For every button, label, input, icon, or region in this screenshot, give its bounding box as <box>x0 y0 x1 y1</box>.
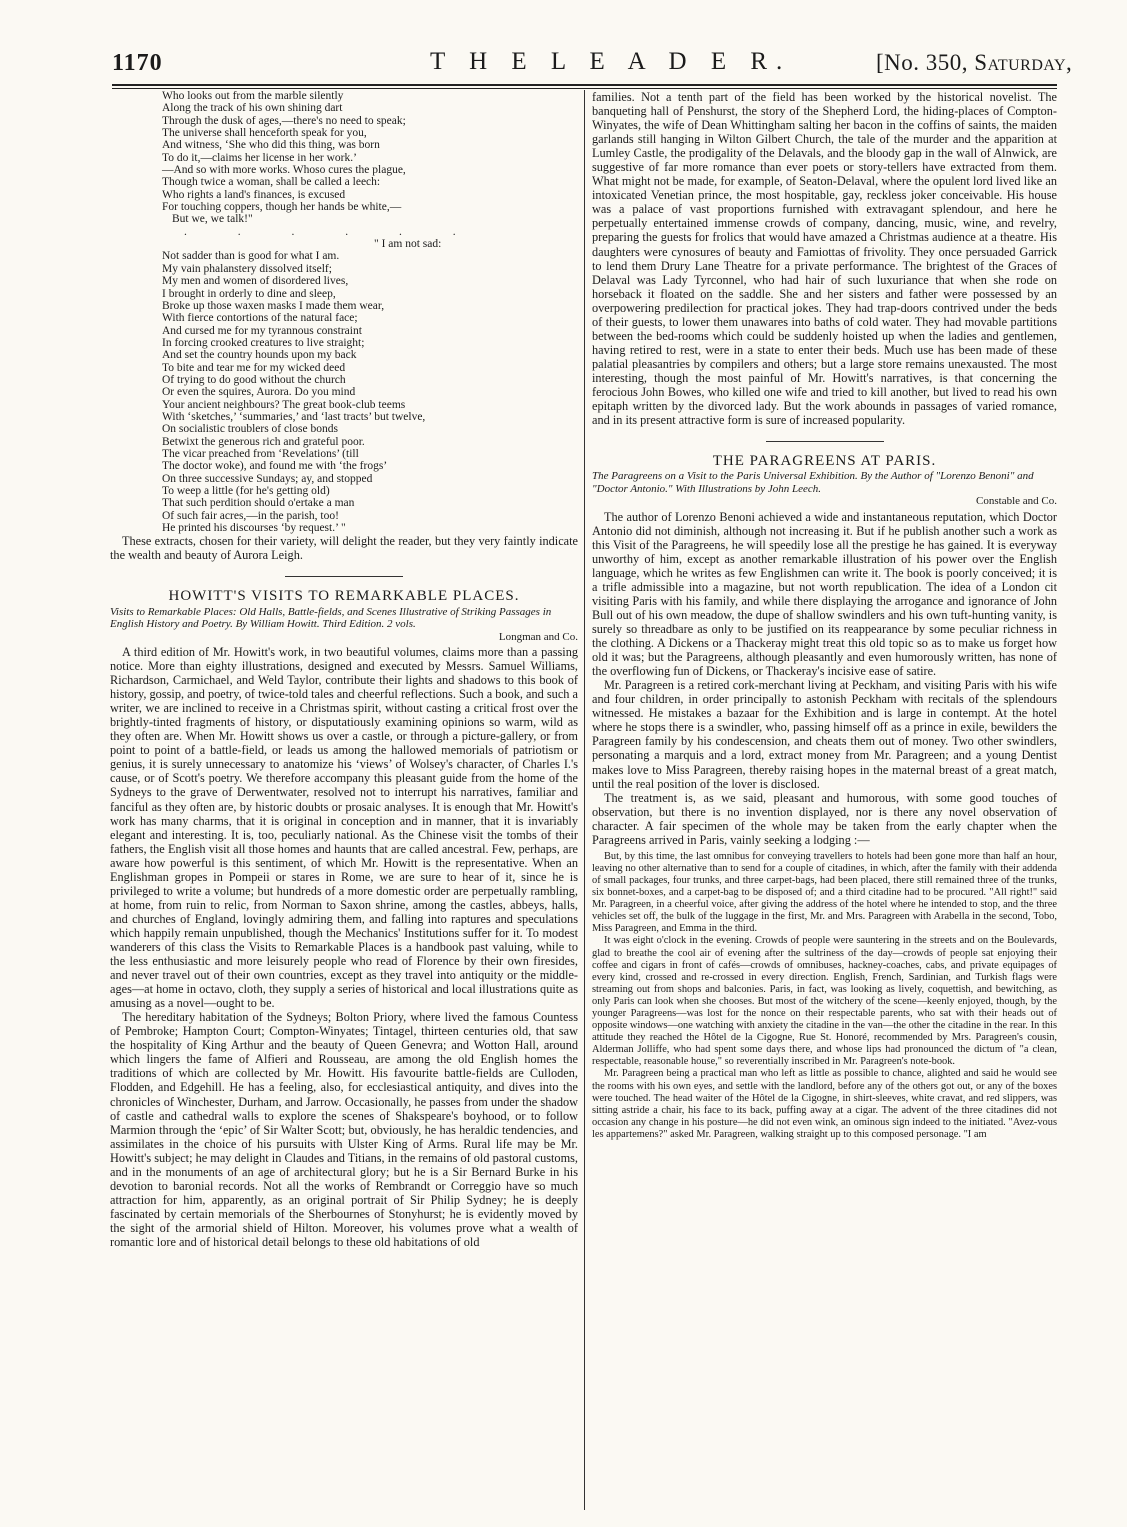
poem-line: To bite and tear me for my wicked deed <box>162 361 346 374</box>
quote-paragraph: But, by this time, the last omnibus for conveying travellers to hotels had been gone more than half an hour, leaving no other alternative than to send for a couple of citadines, in which, after the family with their addenda of small packages, four trunks, and three carpet-bags, had been placed, there still remained three of the trunks, six bonnet-boxes, and a carpet-bag to be disposed of; and a third citadine had to be procured. "All right!" said Mr. Paragreen, in a cheerful voice, after giving the address of the hotel where he intended to stop, and the three vehicles set off, the bulk of the luggage in the first, Mr. and Mrs. Paragreen with Arabella in the second, Tobo, Miss Paragreen, and Emma in the third. <box>592 850 1057 935</box>
poem-line: To do it,—claims her license in her work.’ <box>162 151 357 164</box>
poem-excerpt <box>110 90 578 534</box>
poem-line: Broke up those waxen masks I made them wear, <box>162 299 385 312</box>
book-citation: Visits to Remarkable Places: Old Halls, Battle-fields, and Scenes Illustrative of Striking Passages in English History and Poetry. By William Howitt. Third Edition. 2 vols. <box>110 605 552 631</box>
poem-line: Along the track of his own shining dart <box>162 102 343 115</box>
quoted-extract <box>592 851 1057 1141</box>
poem-line: Who looks out from the marble silently <box>162 90 344 102</box>
article-paragraph: families. Not a tenth part of the field has been worked by the historical novelist. The banqueting hall of Penshurst, the story of the Shepherd Lord, the hiding-places of Compton-Winyates, the wife of Dean Whittingham salting her bacon in the coffins of saints, the maiden garlands still hanging in Wilton Gilbert Church, the tale of the murder and the apparition at Lumley Castle, the prodigality of the Delavals, and the bloody gap in the wall of Alnwick, are suggestive of far more romance than ever poets or story-tellers have extracted from them. What might not be made, for example, of Seaton-Delaval, where the opulent lord lived like an intoxicated Venetian prince, the most hospitable, gay, reckless joker conceivable. His house was a palace of vast proportions furnished with extravagant splendour, and here he perpetually entertained immense crowds of company, dancing, music, wine, and revelry, preparing the guests for frolics that would have amazed a Christmas audience at a theatre. His daughters were cynosures of beauty and Famiottas of frivolity. They once persuaded Garrick to lend them Drury Lane Theatre for a private performance. The brightest of the Graces of Delaval was Lady Tyrconnel, who had hair of such luxuriance that when she rode on horseback it floated on the saddle. She and her sisters and father were possessed by an overpowering predilection for practical jokes. They had trap-doors contrived under the beds of their guests, to lower them unawares into baths of cold water. They had movable partitions between the bed-rooms which could be suddenly hoisted up when the ladies and gentlemen, having retired to rest, were in a state to enter their beds. Much use has been made of these palatial pleasantries by compilers and others; but a large store remains unexausted. The most interesting, though the most painful of Mr. Howitt's narratives, is that concerning the ferocious John Bowes, who killed one wife and tried to kill another, but lived to read his own epitaph written by the divorced lady. But the work abounds in passages of varied romance, and in its present attractive form is sure of increased popularity. <box>592 90 1057 428</box>
section-rule <box>285 576 403 577</box>
poem-line: Of trying to do good without the church <box>162 373 346 386</box>
publisher: Longman and Co. <box>498 630 578 643</box>
article-paragraph: A third edition of Mr. Howitt's work, in two beautiful volumes, claims more than a passing notice. More than eighty illustrations, designed and executed by Messrs. Samuel Williams, Richardson, Carmichael, and Weld Taylor, contribute their lights and shadows to this book of history, gossip, and poetry, of twice-told tales and cheerful reflections. Such a book, and such a writer, we are inclined to receive in a Christmas spirit, without casting a critical frost over the brightly-tinted fragments of history, or disputatiously examining opinions so warm, wild as they often are. When Mr. Howitt shows us over a castle, or through a picture-gallery, or from point to point of a battle-field, or leads us among the hallowed memorials of patriotism or genius, it is surely unnecessary to anatomize his ‘views’ of Wolsey's character, of Charles I.'s cause, or of Scott's poetry. We therefore accompany this pleasant guide from the home of the Sydneys to the grave of Derwentwater, resolved not to interrupt his narratives, familiar and fanciful as they often are, by historic doubts or prosaic analyses. It is enough that Mr. Howitt's work has many charms, that it is original in conception and in manner, that it is invariably elegant and interesting. It is, too, peculiarly national. As the Chinese visit the tombs of their fathers, the English visit all those homes and haunts that are called ancestral. Few, perhaps, are aware how powerful is this sentiment, of which Mr. Howitt is the representative. When an Englishman gropes in Pompeii or stares in Rome, we are sure to hear of it, since he is privileged to write a volume; but hundreds of a more domestic order are perpetually rambling, at home, from ruin to relic, from Norman to Saxon shrine, among the castles, abbeys, halls, and churches of England, lovingly admiring them, and falling into raptures and speculations which happily remain unpublished, though the Mechanics' Institutions suffer for it. To modest wanderers of this class the Visits to Remarkable Places is a handbook past valuing, while to the less enthusiastic and more leisurely people who read of Florence by their own firesides, and never travel out of their own countries, except as they travel into antiquity or the middle-ages—at home in octavo, cloth, they supply a series of historical and local illustrations quite as amusing as a novel—ought to be. <box>110 645 578 1011</box>
poem-ellipsis: . . . . . . <box>184 225 480 238</box>
masthead: T H E L E A D E R. <box>430 48 792 75</box>
poem-line: The vicar preached from ‘Revelations’ (till <box>162 447 359 460</box>
poem-line: And set the country hounds upon my back <box>162 349 357 362</box>
poem-line: On three successive Sundays; ay, and stopped <box>162 472 373 485</box>
page-header <box>0 0 1127 92</box>
poem-line: Through the dusk of ages,—there's no need to speak; <box>162 114 406 127</box>
issue-number: [No. 350, <box>876 50 969 75</box>
poem-line: And witness, ‘She who did this thing, was born <box>162 139 380 152</box>
poem-line: He printed his discourses ‘by request.’ " <box>162 522 346 535</box>
header-rule-thin <box>112 88 1057 89</box>
column-divider <box>584 90 585 1510</box>
header-rule <box>112 84 1057 86</box>
quote-paragraph: It was eight o'clock in the evening. Crowds of people were sauntering in the streets and on the Boulevards, glad to breathe the cool air of evening after the sultriness of the day—crowds of people sat enjoying their coffee and cigars in front of cafés—crowds of omnibuses, hackney-coaches, cabs, and private equipages of every kind, crossed and re-crossed in every direction. English, French, Sardinian, and Turkish flags were streaming out from shops and balconies. Paris, in fact, was looking as lively, coquettish, and bewitching, as only Paris can look when she chooses. But most of the witchery of the scene—keenly enjoyed, though, by the younger Paragreens—was lost for the nonce on their respectable parents, who sat with their heads out of opposite windows—one watching with anxiety the citadine in the van—the other the citadine in the rear. In this attitude they reached the Hôtel de la Cigogne, Rue St. Honoré, recommended by Mrs. Paragreen's cousin, Alderman Jolliffe, who had spent some days there, and whose lips had pronounced the dictum of "a clean, respectable, reasonable house," so reverentially inscribed in Mr. Paragreen's note-book. <box>592 935 1057 1068</box>
poem-line: Your ancient neighbours? The great book-club teems <box>162 398 406 411</box>
poem-line: " I am not sad: <box>374 238 442 251</box>
poem-line: With ‘sketches,’ ‘summaries,’ and ‘last tracts’ but twelve, <box>162 410 426 423</box>
poem-line: But we, we talk!" <box>172 213 253 226</box>
poem-line: I brought in orderly to dine and sleep, <box>162 287 336 300</box>
poem-line: My vain phalanstery dissolved itself; <box>162 262 332 275</box>
publisher: Constable and Co. <box>976 495 1057 508</box>
book-citation: The Paragreens on a Visit to the Paris Universal Exhibition. By the Author of "Lorenzo Benoni" and "Doctor Antonio." With Illustrations by John Leech. <box>592 470 1034 495</box>
article-subhead <box>110 606 578 644</box>
right-column <box>592 90 1057 1520</box>
article-title: HOWITT'S VISITS TO REMARKABLE PLACES. <box>168 588 520 605</box>
poem-line: That such perdition should o'ertake a man <box>162 497 355 510</box>
poem-line: My men and women of disordered lives, <box>162 275 349 288</box>
left-column <box>110 90 578 1520</box>
poem-line: On socialistic troublers of close bonds <box>162 423 338 436</box>
poem-line: In forcing crooked creatures to live straight; <box>162 336 365 349</box>
quote-paragraph: Mr. Paragreen being a practical man who left as little as possible to chance, alighted and said he would see the rooms with his own eyes, and settle with the landlord, before any of the others got out, or any of the boxes were touched. The head waiter of the Hôtel de la Cigogne, in shirt-sleeves, white cravat, and red slippers, was sitting astride a chair, his face to its back, puffing away at a cigar. The advent of the three citadines did not occasion any change in his posture—he did not even wink, an ominous sign indeed to the initiated. "Avez-vous les appartemens?" asked Mr. Paragreen, walking straight up to this composed personage. "I am <box>592 1068 1057 1140</box>
article-paragraph: The hereditary habitation of the Sydneys; Bolton Priory, where lived the famous Countess of Pembroke; Hampton Court; Compton-Winyates; Tintagel, thirteen centuries old, that saw the hospitality of King Arthur and the beauty of Queen Genevra; and Wotton Hall, around which lingers the fame of Alfieri and Rousseau, are among the old English homes the traditions of which are collected by Mr. Howitt. His favourite battle-fields are Culloden, Flodden, and Edgehill. He has a feeling, also, for ecclesiastical antiquity, and dives into the chronicles of Winchester, Durham, and Jarrow. Occasionally, he passes from under the shadow of castle and cathedral walls to explore the scenes of Shakspeare's boyhood, or to follow Marmion through the ‘epic’ of Sir Walter Scott; but, obviously, he has heraldic tendencies, and assimilates in the choice of his pursuits with Ulster King of Arms. Rural life may be Mr. Howitt's subject; he may delight in Claudes and Titians, in the remains of old pastoral customs, and in the monuments of an age of architectural glory; but he is a Sir Bernard Burke in his devotion to baronial records. Not all the works of Rembrandt or Correggio have so much attraction for him, apparently, as an original portrait of Sir Philip Sydney; he is deeply fascinated by certain memorials of the Sherbournes of Stonyhurst; he is evidently moved by the sight of the armorial shield of Hilton. Moreover, his volumes prove what a wealth of romantic lore and of historical detail belongs to these old habitations of old <box>110 1010 578 1249</box>
poem-line: Not sadder than is good for what I am. <box>162 250 340 263</box>
page-number: 1170 <box>112 50 163 76</box>
issue-day: Saturday, <box>974 50 1073 75</box>
poem-line: And cursed me for my tyrannous constraint <box>162 324 362 337</box>
poem-line: Who rights a land's finances, is excused <box>162 188 346 201</box>
article-paragraph: The treatment is, as we said, pleasant and humorous, with some good touches of observation, but there is no invention displayed, nor is there any novel observation of character. A fair specimen of the whole may be taken from the early chapter when the Paragreens arrived in Paris, vainly seeking a lodging :— <box>592 790 1057 847</box>
poem-line: Betwixt the generous rich and grateful poor. <box>162 435 365 448</box>
article-subhead <box>592 470 1057 508</box>
poem-line: The doctor woke), and found me with ‘the frogs’ <box>162 460 388 473</box>
poem-line: Or even the squires, Aurora. Do you mind <box>162 386 356 399</box>
issue-info <box>876 50 1072 76</box>
article-paragraph: Mr. Paragreen is a retired cork-merchant living at Peckham, and visiting Paris with his wife and four children, in order principally to astonish Peckham with recitals of the splendours witnessed. He mistakes a bazaar for the Exhibition and is large in contempt. At the hotel where he stops there is a swindler, who, passing himself off as a prince in exile, bewilders the Paragreen family by his condescension, and cheats them out of money. Two other swindlers, personating a marquis and a lord, extract money from Mr. Paragreen; and a young Dentist makes love to Miss Paragreen, thereby raising hopes in the maternal breast of a great match, until the real position of the lover is disclosed. <box>592 678 1057 791</box>
poem-line: The universe shall henceforth speak for you, <box>162 127 367 140</box>
section-rule <box>766 441 884 442</box>
poem-line: For touching coppers, though her hands be white,— <box>162 201 402 214</box>
poem-line: Of such fair acres,—in the parish, too! <box>162 509 339 522</box>
poem-line: With fierce contortions of the natural face; <box>162 312 358 325</box>
poem-line: To weep a little (for he's getting old) <box>162 485 330 497</box>
closing-paragraph: These extracts, chosen for their variety, will delight the reader, but they very faintly indicate the wealth and beauty of Aurora Leigh. <box>110 534 578 563</box>
article-title: THE PARAGREENS AT PARIS. <box>712 453 937 470</box>
article-paragraph: The author of Lorenzo Benoni achieved a wide and instantaneous reputation, which Doctor Antonio did not diminish, although not increasing it. But if he publish another such a work as this Visit of the Paragreens, he will speedily lose all the prestige he has gained. It is everyway unworthy of him, except as another remarkable illustration of his power over the English language, which he writes as few Englishmen can write it. The book is poorly conceived; it is a trifle admissible into a magazine, but not worth republication. The idea of a London cit visiting Paris with his family, and while there displaying the arrogance and ignorance of John Bull out of his own meadow, the dupe of shallow swindlers and his own tuft-hunting vanity, is surely so threadbare as only to be justified on its reappearance by some peculiar richness in the clothing. A Dickens or a Thackeray might treat this old topic so as to make us forget how old it was; but the Paragreens, although pleasantly and even humorously written, has none of the overflowing fun of Dickens, or Thackeray's incisive ease of satire. <box>592 509 1057 679</box>
poem-line: Though twice a woman, shall be called a leech: <box>162 176 381 189</box>
poem-line: —And so with more works. Whoso cures the plague, <box>162 164 406 177</box>
